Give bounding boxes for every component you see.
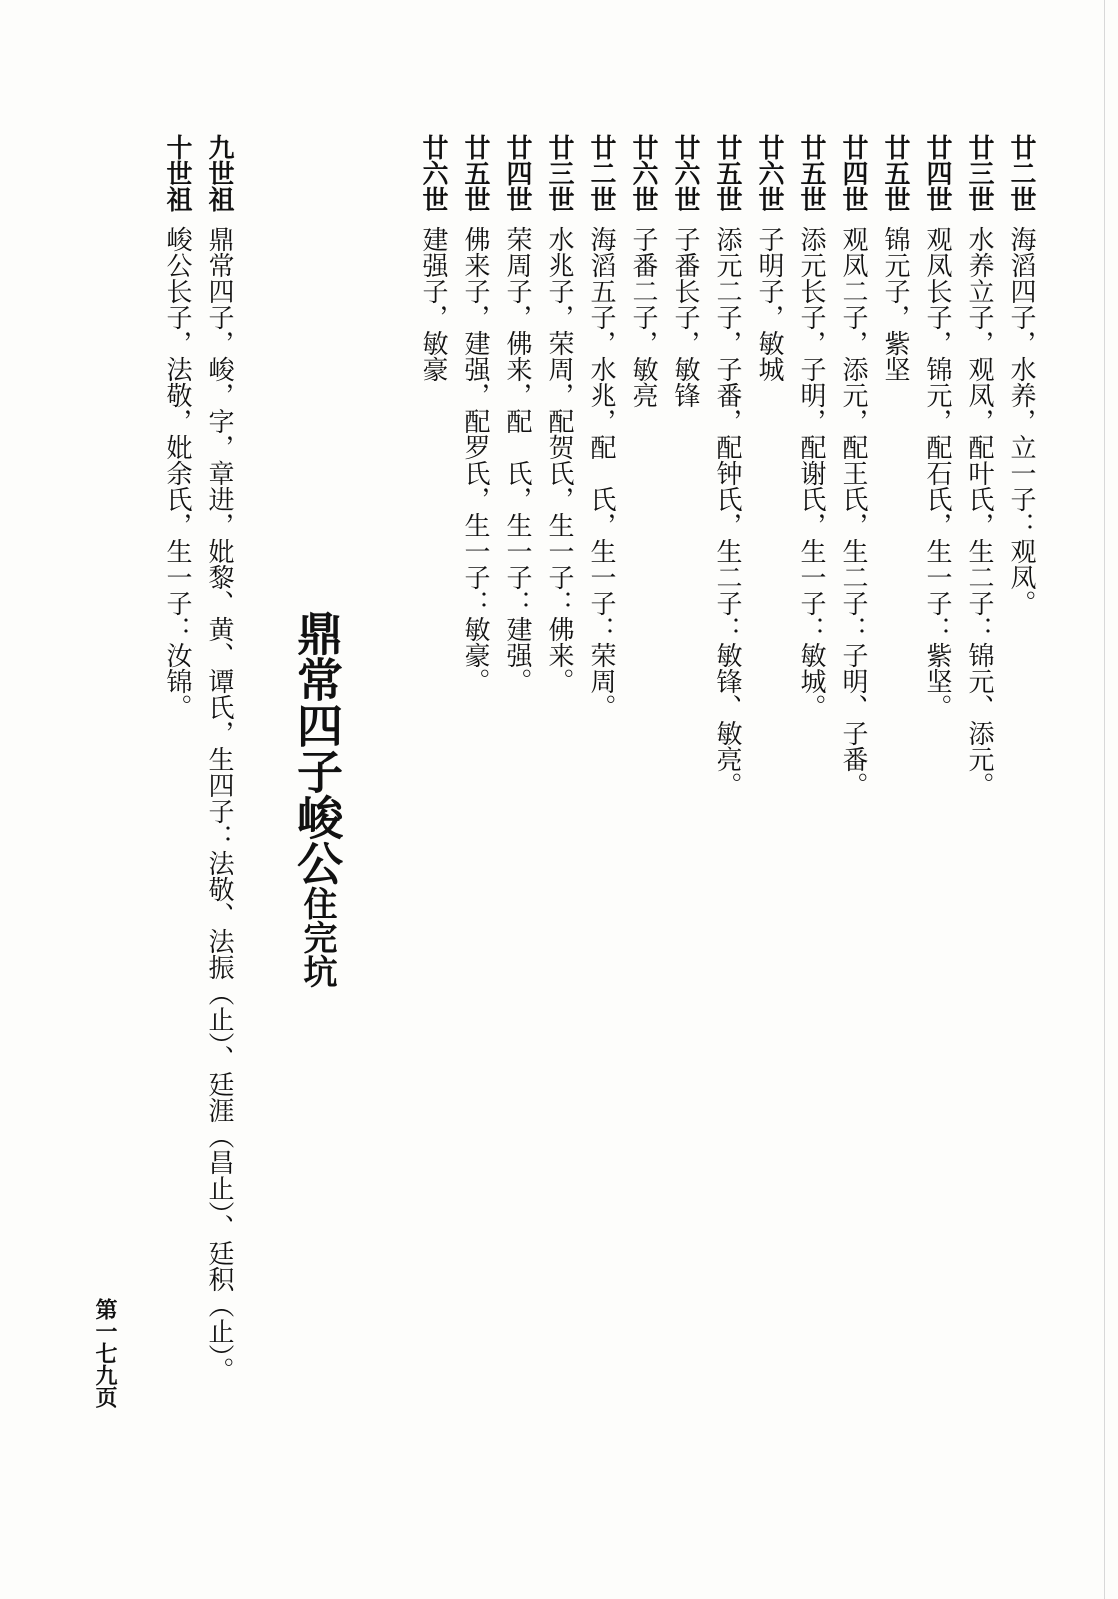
entry-text: 添元二子，子番，配钟氏，生二子：敏锋、敏亮。 (712, 226, 742, 798)
entry-text: 建强子，敏豪 (418, 226, 448, 382)
genealogy-entry (960, 134, 998, 798)
genealogy-entry (498, 134, 536, 694)
entry-text: 鼎常四子，峻，字，章进，妣黎、黄、谭氏，生四子：法敬、法振（止）、廷涯（昌止）、廷积（止）。 (204, 226, 234, 1383)
genealogy-entry (792, 134, 830, 720)
genealogy-entry (540, 134, 578, 694)
section-entry (200, 134, 238, 1383)
generation-label: 十世祖 (162, 134, 192, 212)
section-title-sub: 住完坑 (297, 886, 337, 988)
genealogy-entry (666, 134, 704, 408)
section-title (290, 610, 344, 988)
genealogy-entry (918, 134, 956, 720)
generation-label: 廿五世 (796, 134, 826, 212)
generation-label: 廿四世 (502, 134, 532, 212)
entry-text: 水兆子，荣周，配贺氏，生一子：佛来。 (544, 226, 574, 694)
genealogy-entry (624, 134, 662, 408)
generation-label: 廿五世 (712, 134, 742, 212)
entry-text: 子番长子，敏锋 (670, 226, 700, 408)
generation-label: 廿六世 (418, 134, 448, 212)
generation-label: 廿五世 (460, 134, 490, 212)
section-entry (158, 134, 196, 720)
genealogy-entry (582, 134, 620, 720)
section-title-main: 鼎常四子峻公 (290, 610, 344, 886)
genealogy-entry (876, 134, 914, 382)
entry-text: 佛来子，建强，配罗氏，生一子：敏豪。 (460, 226, 490, 694)
entry-text: 观凤二子，添元，配王氏，生二子：子明、子番。 (838, 226, 868, 798)
entry-text: 锦元子，紫坚 (880, 226, 910, 382)
generation-label: 九世祖 (204, 134, 234, 212)
genealogy-entry (750, 134, 788, 382)
entry-text: 峻公长子，法敬，妣余氏，生一子：汝锦。 (162, 226, 192, 720)
page-number: 第一七九页 (92, 1298, 117, 1408)
genealogy-entry (414, 134, 452, 382)
generation-label: 廿二世 (1006, 134, 1036, 212)
generation-label: 廿四世 (922, 134, 952, 212)
entry-text: 荣周子，佛来，配 氏，生一子：建强。 (502, 226, 532, 694)
generation-label: 廿六世 (754, 134, 784, 212)
entry-text: 海滔五子，水兆，配 氏，生一子：荣周。 (586, 226, 616, 720)
genealogy-entry (456, 134, 494, 694)
generation-label: 廿三世 (964, 134, 994, 212)
entry-text: 水养立子，观凤，配叶氏，生二子：锦元、添元。 (964, 226, 994, 798)
entry-text: 观凤长子，锦元，配石氏，生一子：紫坚。 (922, 226, 952, 720)
generation-label: 廿五世 (880, 134, 910, 212)
entry-text: 子番二子，敏亮 (628, 226, 658, 408)
generation-label: 廿六世 (628, 134, 658, 212)
generation-label: 廿四世 (838, 134, 868, 212)
generation-label: 廿六世 (670, 134, 700, 212)
entry-text: 海滔四子，水养，立一子：观凤。 (1006, 226, 1036, 616)
scan-edge-line (1104, 0, 1105, 1599)
generation-label: 廿二世 (586, 134, 616, 212)
generation-label: 廿三世 (544, 134, 574, 212)
genealogy-entry (1002, 134, 1040, 616)
entry-text: 添元长子，子明，配谢氏，生一子：敏城。 (796, 226, 826, 720)
genealogy-entry (834, 134, 872, 798)
entry-text: 子明子，敏城 (754, 226, 784, 382)
genealogy-entry (708, 134, 746, 798)
